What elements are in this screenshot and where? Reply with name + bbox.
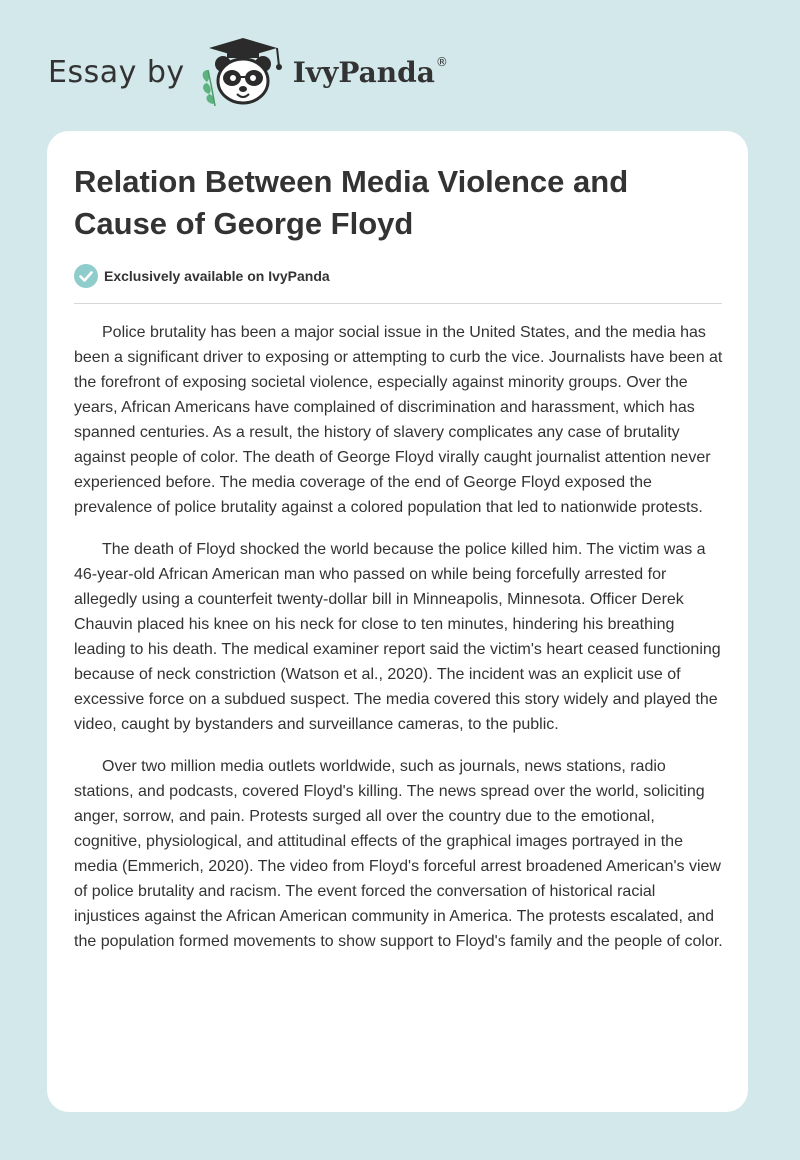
- registered-mark: ®: [435, 55, 448, 69]
- essay-card: [47, 131, 748, 1112]
- panda-graduate-icon: [199, 36, 291, 108]
- exclusive-badge: [74, 264, 330, 288]
- brand-header[interactable]: [48, 36, 448, 108]
- check-circle-icon: [74, 264, 98, 288]
- paragraph: The death of Floyd shocked the world because the police killed him. The victim was a 46-year-old African American man who passed on while being forcefully arrested for allegedly using a counterfeit twenty-dollar bill in Minneapolis, Minnesota. Officer Derek Chauvin placed his knee on his neck for close to ten minutes, hindering his breathing leading to his death. The medical examiner report said the victim's heart ceased functioning because of neck constriction (Watson et al., 2020). The incident was an explicit use of excessive force on a subdued suspect. The media covered this story widely and played the video, caught by bystanders and surveillance cameras, to the public.: [74, 541, 721, 733]
- essay-body: [74, 320, 724, 971]
- paragraph: Police brutality has been a major social issue in the United States, and the media has been a significant driver to exposing or attempting to curb the vice. Journalists have been at the forefront of exposing societal violence, especially against minority groups. Over the years, African Americans have complained of discrimination and harassment, which has spanned centuries. As a result, the history of slavery complicates any case of brutality against people of color. The death of George Floyd virally caught journalist attention never experienced before. The media coverage of the end of George Floyd exposed the prevalence of police brutality against a colored population that led to nationwide protests.: [74, 324, 723, 516]
- badge-label: Exclusively available on IvyPanda: [104, 268, 330, 284]
- paragraph: Over two million media outlets worldwide, such as journals, news stations, radio stations, and podcasts, covered Floyd's killing. The news spread over the world, soliciting anger, sorrow, and pain. Protests surged all over the country due to the emotional, cognitive, physiological, and attitudinal effects of the graphical images portrayed in the media (Emmerich, 2020). The video from Floyd's forceful arrest broadened American's view of police brutality and racism. The event forced the conversation of historical racial injustices against the African American community in America. The protests escalated, and the population formed movements to show support to Floyd's family and the people of color.: [74, 758, 723, 950]
- brand-name: IvyPanda: [292, 55, 435, 89]
- divider: [74, 303, 722, 304]
- essay-title: Relation Between Media Violence and Cause of George Floyd: [74, 164, 629, 241]
- brand-prefix: Essay by: [48, 54, 185, 90]
